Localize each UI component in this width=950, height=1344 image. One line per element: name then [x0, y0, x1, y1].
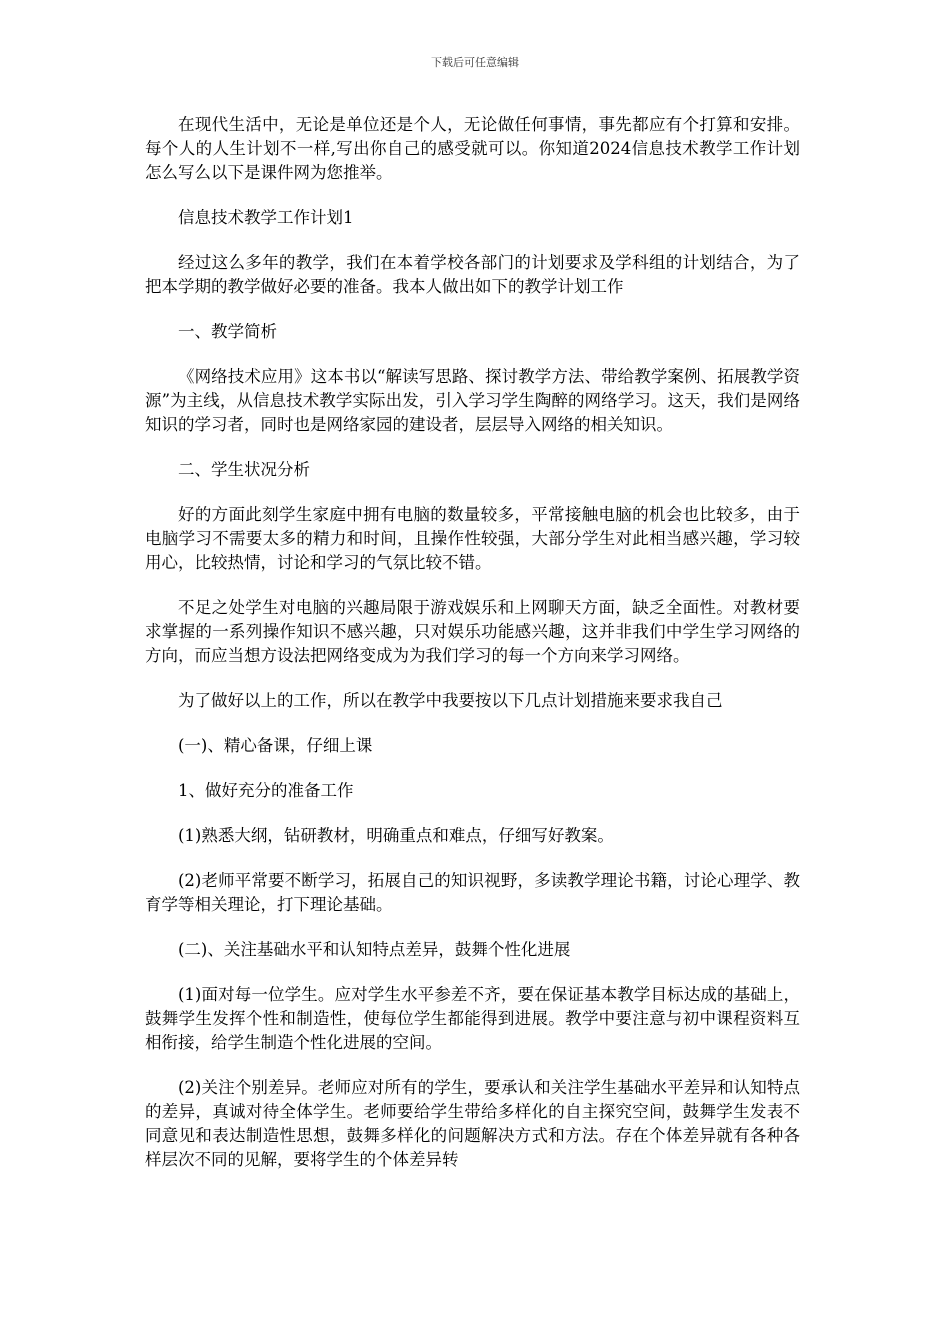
section-heading-teaching-analysis: 一、教学简析 [178, 322, 277, 341]
body-paragraph: 不足之处学生对电脑的兴趣局限于游戏娱乐和上网聊天方面，缺乏全面性。对教材要求掌握的一系列操作知识不感兴趣，只对娱乐功能感兴趣，这并非我们中学生学习网络的方向，而应当想方设法把网络变成为为我们学习的每一个方向来学习网络。 [145, 598, 800, 665]
subsection-heading: (一)、精心备课，仔细上课 [178, 736, 373, 755]
body-paragraph: 好的方面此刻学生家庭中拥有电脑的数量较多，平常接触电脑的机会也比较多，由于电脑学习不需要太多的精力和时间，且操作性较强，大部分学生对此相当感兴趣，学习较用心，比较热情，讨论和学习的气氛比较不错。 [145, 505, 800, 572]
body-paragraph: 为了做好以上的工作，所以在教学中我要按以下几点计划措施来要求我自己 [178, 691, 723, 710]
list-item: (1)面对每一位学生。应对学生水平参差不齐，要在保证基本教学目标达成的基础上，鼓舞学生发挥个性和制造性，使每位学生都能得到进展。教学中要注意与初中课程资料互相衔接，给学生制造个性化进展的空间。 [145, 985, 800, 1052]
body-paragraph: 《网络技术应用》这本书以“解读写思路、探讨教学方法、带给教学案例、拓展教学资源”为主线，从信息技术教学实际出发，引入学习学生陶醉的网络学习。这天，我们是网络知识的学习者，同时也是网络家园的建设者，层层导入网络的相关知识。 [145, 367, 800, 434]
list-item: (2)老师平常要不断学习，拓展自己的知识视野，多读教学理论书籍，讨论心理学、教育学等相关理论，打下理论基础。 [145, 871, 800, 914]
body-paragraph: 经过这么多年的教学，我们在本着学校各部门的计划要求及学科组的计划结合，为了把本学期的教学做好必要的准备。我本人做出如下的教学计划工作 [145, 253, 800, 296]
document-body [145, 113, 800, 1193]
plan-title: 信息技术教学工作计划1 [178, 208, 354, 227]
subsection-heading: (二)、关注基础水平和认知特点差异，鼓舞个性化进展 [178, 940, 571, 959]
intro-paragraph: 在现代生活中，无论是单位还是个人，无论做任何事情，事先都应有个打算和安排。每个人的人生计划不一样,写出你自己的感受就可以。你知道2024信息技术教学工作计划怎么写么以下是课件网为您推举。 [145, 115, 800, 182]
subsection-item: 1、做好充分的准备工作 [178, 781, 354, 800]
page-header: 下载后可任意编辑 [431, 56, 519, 69]
list-item: (2)关注个别差异。老师应对所有的学生，要承认和关注学生基础水平差异和认知特点的差异，真诚对待全体学生。老师要给学生带给多样化的自主探究空间，鼓舞学生发表不同意见和表达制造性思想，鼓舞多样化的问题解决方式和方法。存在个体差异就有各种各样层次不同的见解，要将学生的个体差异转 [145, 1078, 800, 1169]
list-item: (1)熟悉大纲，钻研教材，明确重点和难点，仔细写好教案。 [178, 826, 614, 845]
section-heading-student-analysis: 二、学生状况分析 [178, 460, 310, 479]
